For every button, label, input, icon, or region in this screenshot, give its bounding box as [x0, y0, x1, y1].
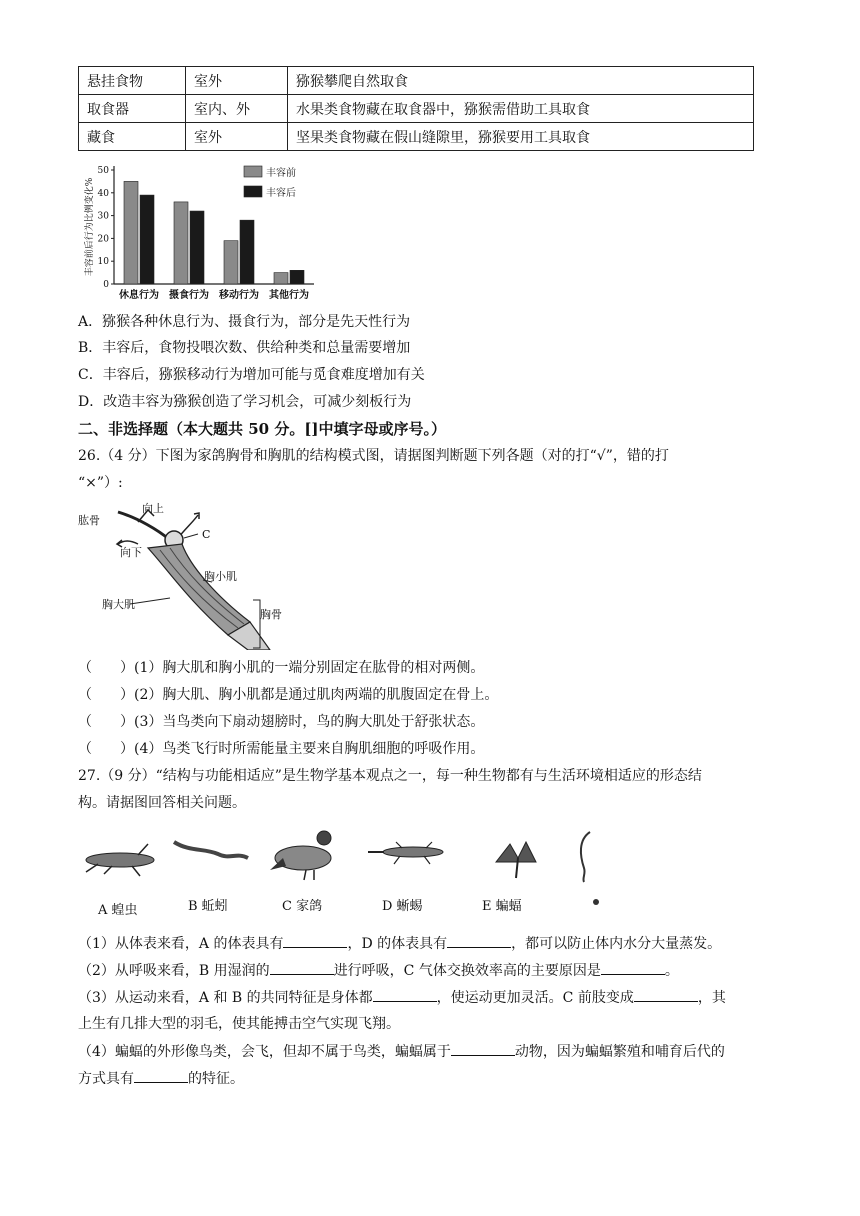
y-tick-label: 20: [97, 234, 109, 245]
locust-drawing: [86, 844, 154, 876]
q27-sub4-text-d: 的特征。: [188, 1071, 244, 1087]
bar: [224, 241, 238, 284]
table-row: [79, 67, 754, 95]
bar: [240, 220, 254, 284]
pigeon-drawing: [270, 831, 331, 880]
q27-stem: 27.（9 分）“结构与功能相适应”是生物学基本观点之一，每一种生物都有与生活环境相适应的形态结: [78, 768, 702, 784]
q27-sub3-text-c: ，其: [697, 990, 726, 1006]
q27-sub1: [78, 933, 721, 954]
pigeon-sternum-figure: [78, 500, 288, 650]
answer-blank[interactable]: [270, 960, 334, 975]
q27-sub3-text-b: ，使运动更加灵活。C 前肢变成: [436, 990, 634, 1006]
unlabeled-sketch: [581, 832, 590, 882]
label-sternum: 胸骨: [260, 608, 282, 621]
q27-sub2-text-c: 。: [664, 963, 679, 979]
q27-sub2-text-b: 进行呼吸，C 气体交换效率高的主要原因是: [333, 963, 601, 979]
x-tick-label: 移动行为: [219, 290, 259, 301]
q27-sub4: [78, 1041, 725, 1062]
q27-sub4-text-b: 动物，因为蝙蝠繁殖和哺育后代的: [514, 1044, 725, 1060]
q27-sub4-text-a: （4）蝙蝠的外形像鸟类，会飞，但却不属于鸟类，蝙蝠属于: [78, 1044, 451, 1060]
table-cell: 猕猴攀爬自然取食: [288, 67, 754, 95]
animals-figure: [78, 822, 618, 922]
section-heading: 二、非选择题（本大题共 50 分。[]中填字母或序号。）: [78, 420, 447, 438]
earthworm-drawing: [174, 842, 248, 858]
bat-drawing: [496, 842, 536, 878]
option-d: D．改造丰容为猕猴创造了学习机会，可减少刻板行为: [78, 394, 412, 410]
behavior-bar-chart: [76, 158, 326, 306]
legend-swatch: [244, 186, 262, 197]
y-tick-label: 50: [97, 166, 109, 176]
q27-sub2: [78, 960, 679, 981]
q26-stem: 26.（4 分）下图为家鸽胸骨和胸肌的结构模式图，请据图判断题下列各题（对的打“√”，错的打: [78, 448, 669, 464]
answer-blank[interactable]: [447, 933, 511, 948]
bar: [174, 202, 188, 284]
q26-item-1: （ ）(1）胸大肌和胸小肌的一端分别固定在肱骨的相对两侧。: [78, 660, 485, 676]
q26-item-4: （ ）(4）鸟类飞行时所需能量主要来自胸肌细胞的呼吸作用。: [78, 741, 485, 757]
animal-label-c: C 家鸽: [282, 899, 323, 914]
q26-item-2: （ ）(2）胸大肌、胸小肌都是通过肌肉两端的肌腹固定在骨上。: [78, 687, 499, 703]
y-tick-label: 30: [97, 211, 109, 222]
bar: [190, 211, 204, 284]
table-cell: 悬挂食物: [79, 67, 186, 95]
animal-label-d: D 蜥蜴: [382, 899, 423, 914]
label-humerus: 肱骨: [78, 514, 100, 527]
label-down: 向下: [120, 546, 142, 559]
animal-label-a: A 蝗虫: [98, 903, 138, 918]
answer-blank[interactable]: [601, 960, 665, 975]
legend-swatch: [244, 166, 262, 177]
y-tick-label: 0: [103, 280, 109, 290]
bar: [290, 270, 304, 284]
sketch-dot: [593, 899, 599, 905]
table-cell: 水果类食物藏在取食器中，猕猴需借助工具取食: [288, 95, 754, 123]
q26-item-3: （ ）(3）当鸟类向下扇动翅膀时，鸟的胸大肌处于舒张状态。: [78, 714, 485, 730]
table-cell: 室外: [186, 123, 288, 151]
q27-sub1-text-b: ，D 的体表具有: [347, 936, 448, 952]
bar: [124, 181, 138, 284]
x-tick-label: 休息行为: [119, 290, 159, 301]
q27-sub3-cont: 上生有几排大型的羽毛，使其能搏击空气实现飞翔。: [78, 1016, 400, 1032]
label-pectoralis-minor: 胸小肌: [204, 570, 237, 583]
legend-label: 丰容前: [266, 168, 296, 179]
option-b: B．丰容后，食物投喂次数、供给种类和总量需要增加: [78, 340, 411, 356]
table-row: [79, 95, 754, 123]
animal-label-b: B 蚯蚓: [188, 899, 228, 914]
table-row: [79, 123, 754, 151]
answer-blank[interactable]: [134, 1068, 188, 1083]
q26-stem-cont: “×”）:: [78, 475, 123, 491]
table-cell: 坚果类食物藏在假山缝隙里，猕猴要用工具取食: [288, 123, 754, 151]
lizard-drawing: [368, 842, 443, 864]
answer-blank[interactable]: [451, 1041, 515, 1056]
enrichment-table: [78, 66, 754, 151]
bar: [140, 195, 154, 284]
label-pectoralis-major: 胸大肌: [102, 598, 135, 611]
option-a: A．猕猴各种休息行为、摄食行为，部分是先天性行为: [78, 314, 411, 330]
label-c: C: [202, 528, 211, 541]
table-cell: 取食器: [79, 95, 186, 123]
table-cell: 室外: [186, 67, 288, 95]
q27-sub4-text-c: 方式具有: [78, 1071, 134, 1087]
label-up: 向上: [142, 502, 164, 515]
table-cell: 室内、外: [186, 95, 288, 123]
q27-stem-cont: 构。请据图回答相关问题。: [78, 795, 246, 811]
q27-sub1-text-a: （1）从体表来看，A 的体表具有: [78, 936, 284, 952]
answer-blank[interactable]: [283, 933, 347, 948]
answer-blank[interactable]: [634, 987, 698, 1002]
q27-sub3: [78, 987, 726, 1008]
bar: [274, 273, 288, 284]
animal-label-e: E 蝙蝠: [482, 899, 522, 914]
q27-sub3-text-a: （3）从运动来看，A 和 B 的共同特征是身体都: [78, 990, 373, 1006]
answer-blank[interactable]: [373, 987, 437, 1002]
y-tick-label: 10: [97, 257, 109, 268]
y-axis-label: 丰容前后行为比例变化%: [85, 177, 95, 277]
y-tick-label: 40: [97, 188, 109, 199]
x-tick-label: 摄食行为: [169, 290, 209, 301]
table-cell: 藏食: [79, 123, 186, 151]
q27-sub2-text-a: （2）从呼吸来看，B 用湿润的: [78, 963, 270, 979]
q27-sub1-text-c: ，都可以防止体内水分大量蒸发。: [511, 936, 722, 952]
option-c: C．丰容后，猕猴移动行为增加可能与觅食难度增加有关: [78, 367, 425, 383]
q27-sub4-cont: [78, 1068, 244, 1089]
legend-label: 丰容后: [266, 188, 296, 199]
x-tick-label: 其他行为: [269, 290, 309, 301]
